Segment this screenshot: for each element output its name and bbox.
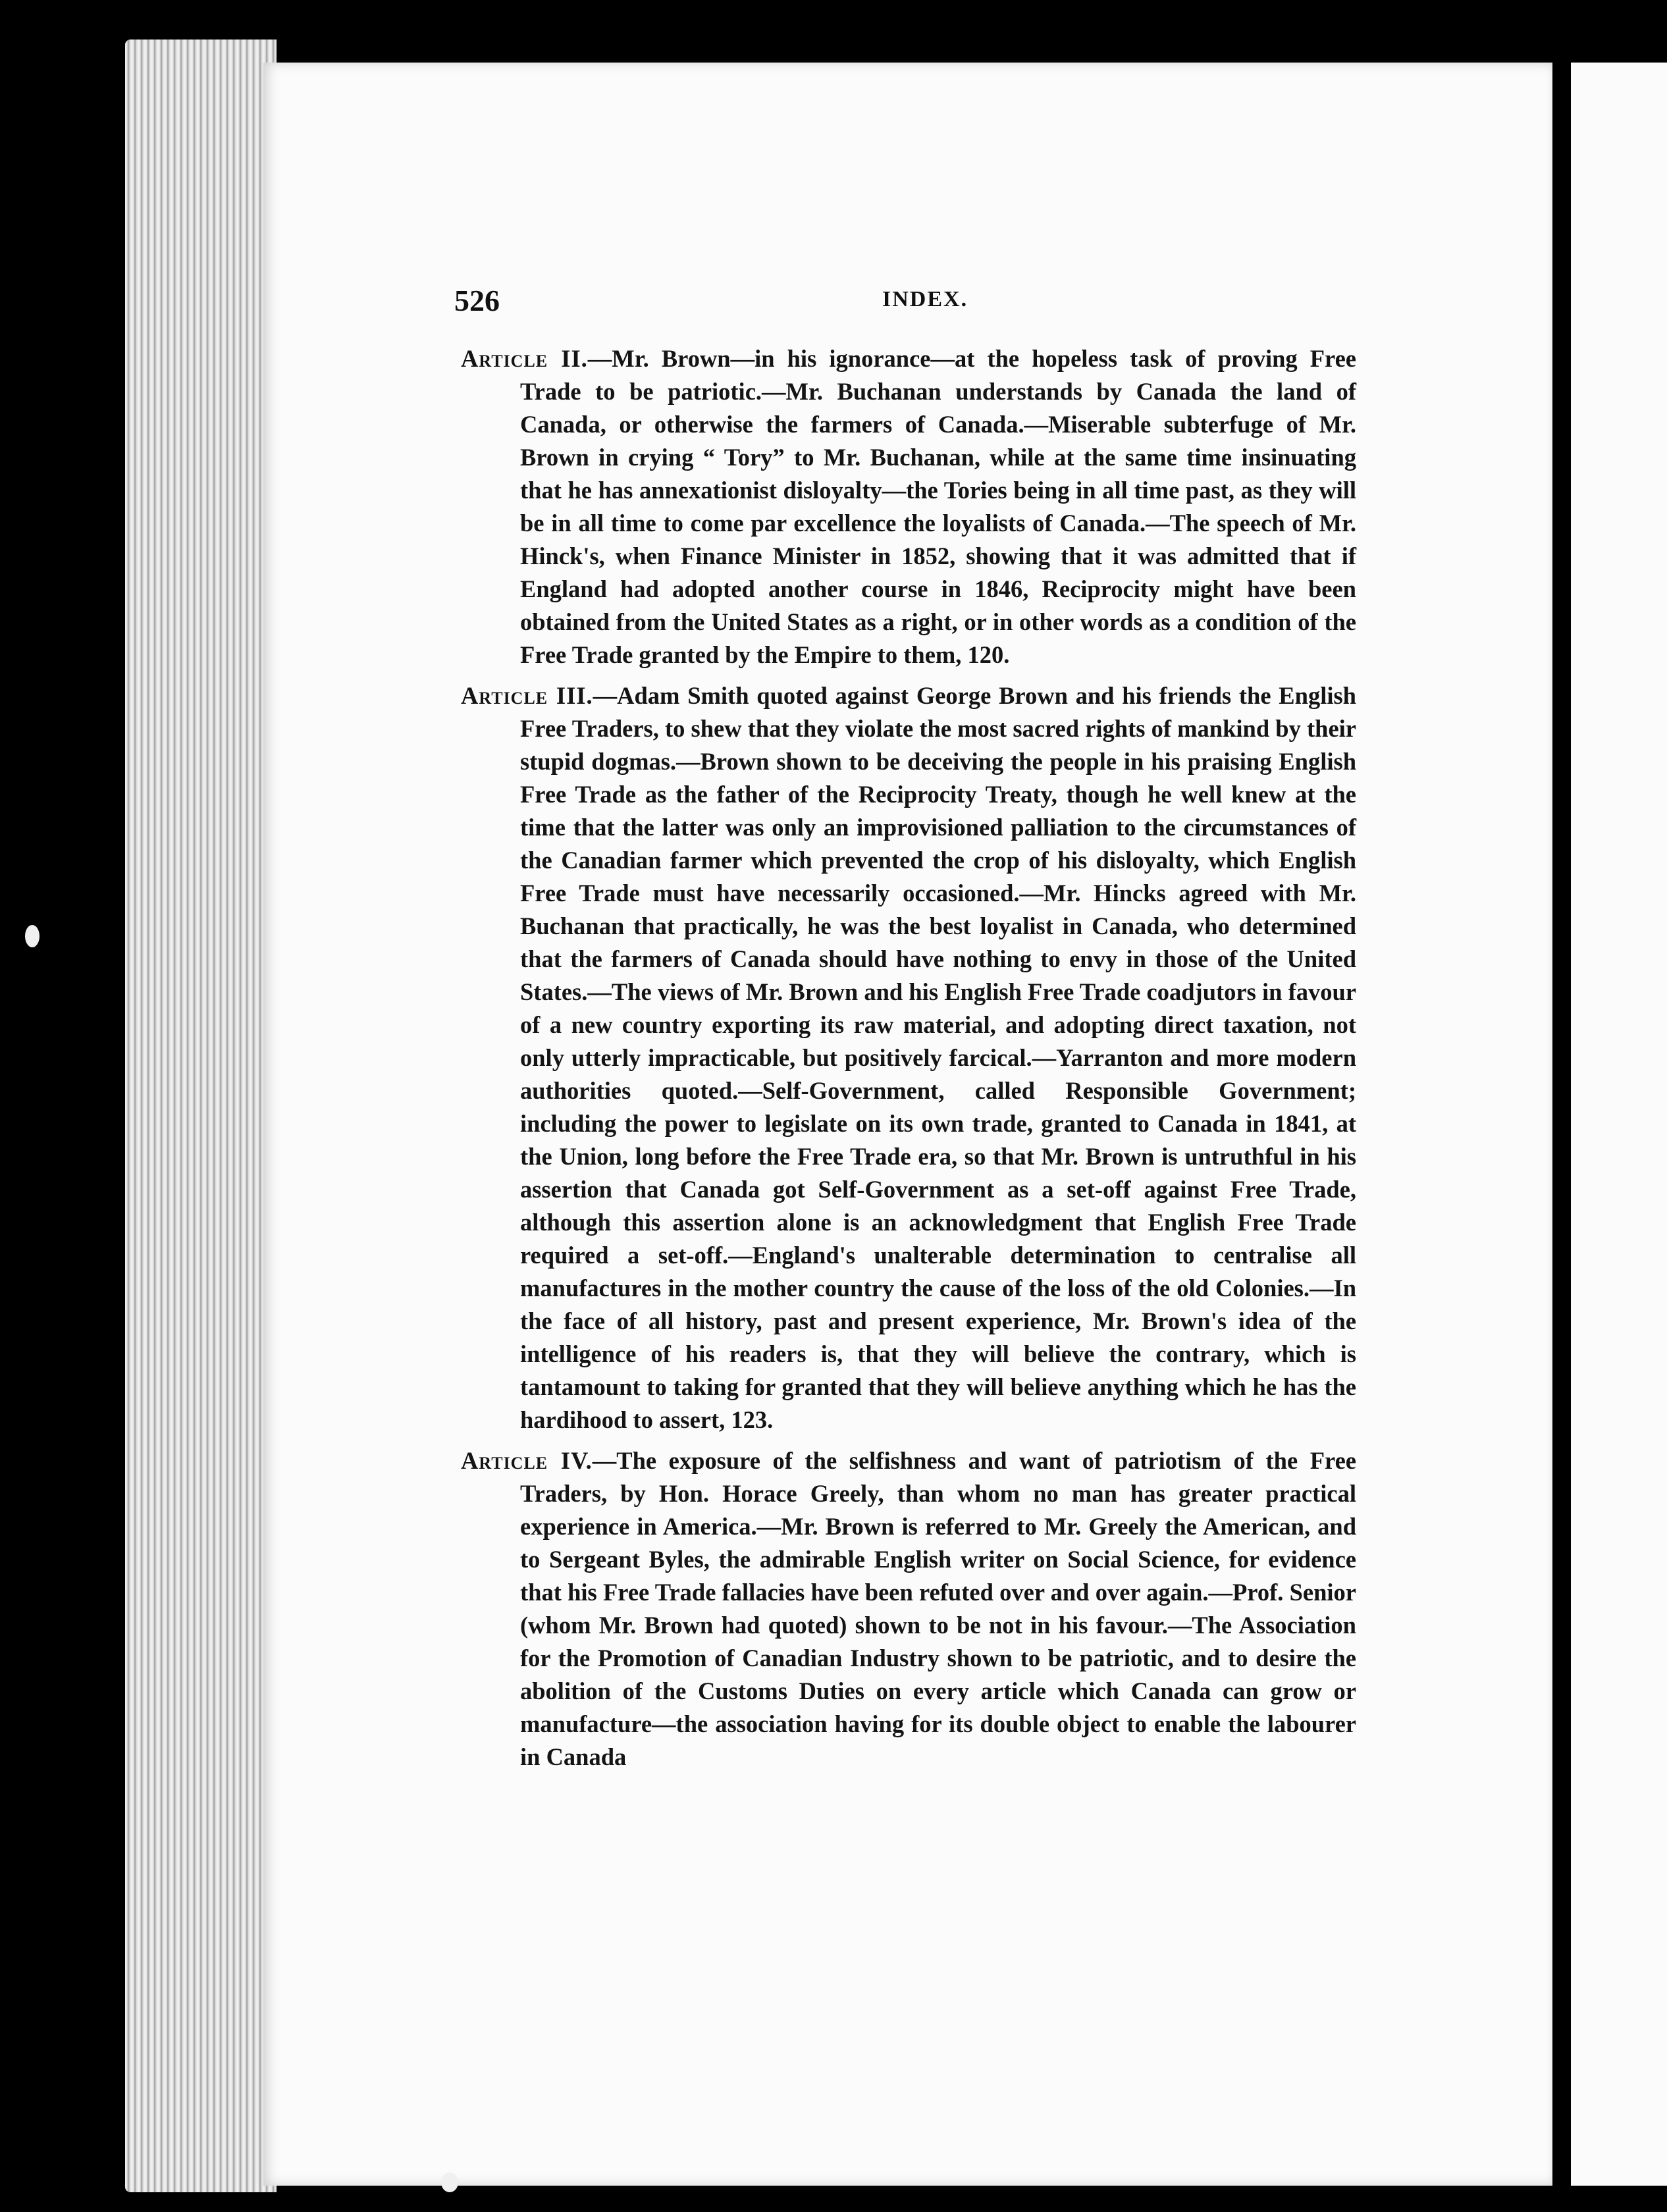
ink-speck [441, 2172, 458, 2192]
running-head [454, 283, 1416, 323]
entry-text: —Mr. Brown—in his ignorance—at the hopeless task of proving Free Trade to be patriotic.—Mr. Buchanan understands by Canada the land of Canada, or otherwise the farmers of Canada.—Miserable subterfuge of Mr. Brown in crying “ Tory” to Mr. Buchanan, while at the same time insinuating that he has annexationist disloyalty—the Tories being in all time past, as they will be in all time to come par excellence the loyalists of Canada.—The speech of Mr. Hinck's, when Finance Minister in 1852, showing that it was admitted that if England had adopted another course in 1846, Reciprocity might have been obtained from the United States as a right, or in other words as a condition of the Free Trade granted by the Empire to them, 120. [520, 345, 1356, 668]
book-gutter [1552, 63, 1571, 2186]
entry-label: Article II. [461, 345, 588, 372]
entry-label: Article III. [461, 682, 593, 709]
entry-label: Article IV. [461, 1447, 593, 1474]
index-entry-article-4 [461, 1444, 1356, 1774]
index-entry-article-3 [461, 679, 1356, 1436]
page-number: 526 [454, 284, 500, 317]
entry-text: —Adam Smith quoted against George Brown and his friends the English Free Traders, to shew that they violate the most sacred rights of mankind by their stupid dogmas.—Brown shown to be deceiving the people in his praising English Free Trade as the father of the Reciprocity Treaty, though he well knew at the time that the latter was only an improvisioned palliation to the circumstances of the Canadian farmer which prevented the crop of his disloyalty, which English Free Trade must have necessarily occasioned.—Mr. Hincks agreed with Mr. Buchanan that practically, he was the best loyalist in Canada, who determined that the farmers of Canada should have nothing to envy in those of the United States.—The views of Mr. Brown and his English Free Trade coadjutors in favour of a new country exporting its raw material, and adopting direct taxation, not only utterly impracticable, but positively farcical.—Yarranton and more modern authorities quoted.—Self-Government, called Responsible Government; including the power to legislate on its own trade, granted to Canada in 1841, at the Union, long before the Free Trade era, so that Mr. Brown is untruthful in his assertion that Canada got Self-Government as a set-off against Free Trade, although this assertion alone is an acknowledgment that English Free Trade required a set-off.—England's unalterable determination to centralise all manufactures in the mother country the cause of the loss of the old Colonies.—In the face of all history, past and present experience, Mr. Brown's idea of the intelligence of his readers is, that they will believe the contrary, which is tantamount to taking for granted that they will believe anything which he has the hardihood to assert, 123. [520, 682, 1356, 1433]
index-entries [461, 342, 1356, 1781]
page-title: INDEX. [882, 287, 968, 311]
entry-text: —The exposure of the selfishness and want of patriotism of the Free Traders, by Hon. Horace Greely, than whom no man has greater practical experience in America.—Mr. Brown is referred to Mr. Greely the American, and to Sergeant Byles, the admirable English writer on Social Science, for evidence that his Free Trade fallacies have been refuted over and over again.—Prof. Senior (whom Mr. Brown had quoted) shown to be not in his favour.—The Association for the Promotion of Canadian Industry shown to be patriotic, and to desire the abolition of the Customs Duties on every article which Canada can grow or manufacture—the association having for its double object to enable the labourer in Canada [520, 1447, 1356, 1770]
index-entry-article-2 [461, 342, 1356, 672]
facing-page-edge [1571, 63, 1667, 2186]
book-page-edges [125, 40, 277, 2192]
ink-speck [25, 925, 40, 947]
